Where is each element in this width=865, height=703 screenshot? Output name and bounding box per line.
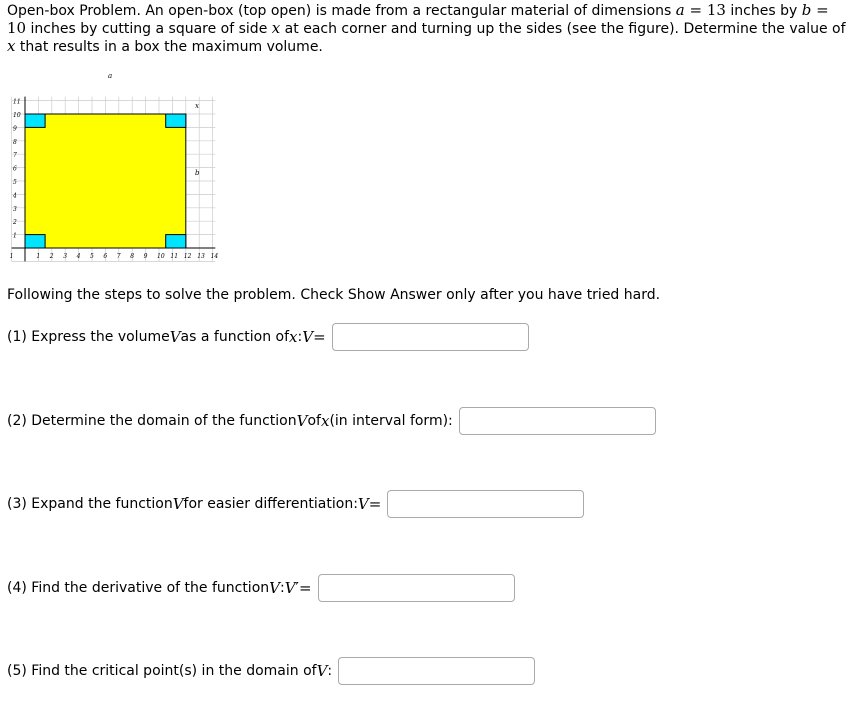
y-tick-label: 4	[13, 192, 17, 200]
y-tick-label: 5	[13, 179, 17, 186]
x-tick-label: 4	[76, 253, 81, 260]
derivative-input[interactable]	[318, 574, 515, 602]
step-5	[7, 656, 535, 686]
step-1-text: (1) Express the volume	[7, 329, 170, 345]
x-tick-label: 5	[90, 253, 94, 260]
step-4	[7, 573, 515, 603]
intro-text: Following the steps to solve the problem. Check Show Answer only after you have tried hard.	[7, 287, 661, 303]
corner-square	[166, 114, 186, 127]
x-tick-label: 2	[49, 253, 54, 260]
corner-square	[25, 235, 45, 248]
y-tick-label: 3	[13, 205, 17, 213]
figure-label-a: a	[108, 72, 113, 80]
value-a: = 13	[684, 1, 726, 19]
step-2-tail: (in interval form):	[329, 413, 453, 429]
step-2	[7, 406, 656, 436]
y-tick-label: 2	[13, 219, 17, 227]
x-tick-label: 10	[157, 253, 165, 260]
value-b: = 10	[7, 1, 829, 37]
y-tick-label: 6	[13, 165, 17, 173]
step-1-eq: =	[313, 328, 326, 346]
x-tick-label: 1	[9, 253, 14, 260]
open-box-figure	[5, 64, 219, 274]
figure-label-b: b	[195, 169, 200, 177]
x-tick-label: 12	[183, 253, 192, 260]
step-1	[7, 322, 529, 352]
y-tick-labels	[12, 99, 21, 240]
x-tick-label: 9	[143, 253, 148, 260]
var-x-2: x	[7, 37, 16, 55]
step-4-var2: V	[284, 579, 296, 597]
x-tick-label: 7	[116, 253, 121, 260]
material-sheet	[25, 114, 186, 248]
domain-input[interactable]	[459, 407, 656, 435]
y-tick-label: 11	[13, 98, 21, 106]
step-3	[7, 489, 584, 519]
corner-square	[166, 235, 186, 248]
step-1-tail: :	[297, 329, 303, 345]
x-tick-label: 3	[63, 253, 68, 260]
step-1-var2: x	[289, 328, 298, 346]
x-tick-label: 11	[170, 253, 179, 260]
step-1-var: V	[169, 328, 181, 346]
var-b: b	[801, 1, 812, 19]
problem-statement	[7, 2, 852, 56]
step-3-var: V	[172, 495, 184, 513]
step-2-var2: x	[320, 412, 330, 430]
step-5-var: V	[316, 662, 328, 680]
x-tick-label: 13	[197, 253, 205, 260]
y-tick-label: 7	[13, 152, 17, 160]
step-4-text: (4) Find the derivative of the function	[7, 580, 270, 596]
expanded-function-input[interactable]	[387, 490, 584, 518]
step-2-text: (2) Determine the domain of the function	[7, 413, 297, 429]
var-a: a	[675, 1, 685, 19]
y-tick-label: 9	[13, 125, 17, 133]
volume-function-input[interactable]	[332, 323, 529, 351]
y-tick-label: 8	[13, 138, 17, 146]
step-3-var2: V	[357, 495, 369, 513]
y-tick-label: 1	[13, 232, 17, 240]
figure-label-x: x	[195, 102, 199, 110]
x-tick-label: 6	[103, 253, 108, 260]
problem-text-4: at each corner and turning up the sides (see the figure). Determine the value of	[280, 21, 846, 37]
step-1-var3: V	[302, 328, 314, 346]
step-4-eq: =	[298, 579, 312, 597]
problem-text-5: that results in a box the maximum volume.	[15, 39, 323, 55]
step-5-text: (5) Find the critical point(s) in the domain of	[7, 663, 317, 679]
step-5-tail: :	[327, 663, 333, 679]
step-1-mid: as a function of	[180, 329, 290, 345]
critical-points-input[interactable]	[338, 657, 535, 685]
problem-text-3: inches by cutting a square of side	[26, 21, 272, 37]
y-tick-label: 10	[13, 112, 21, 119]
problem-text-1: Open-box Problem. An open-box (top open) is made from a rectangular material of dimensions	[7, 3, 676, 19]
x-tick-label: 1	[36, 253, 41, 260]
step-3-eq: =	[368, 495, 382, 513]
step-2-mid: of	[307, 413, 321, 429]
step-2-var: V	[296, 412, 308, 430]
x-tick-labels	[10, 253, 219, 260]
var-x: x	[271, 19, 281, 37]
step-4-mid: :	[279, 580, 285, 596]
corner-square	[25, 114, 45, 127]
x-tick-label: 14	[210, 253, 219, 260]
step-3-mid: for easier differentiation:	[183, 496, 358, 512]
problem-text-2: inches by	[725, 3, 802, 19]
step-4-prime: ′	[295, 579, 299, 597]
step-4-var: V	[269, 579, 280, 597]
step-3-text: (3) Expand the function	[7, 496, 173, 512]
x-tick-label: 8	[130, 253, 135, 260]
